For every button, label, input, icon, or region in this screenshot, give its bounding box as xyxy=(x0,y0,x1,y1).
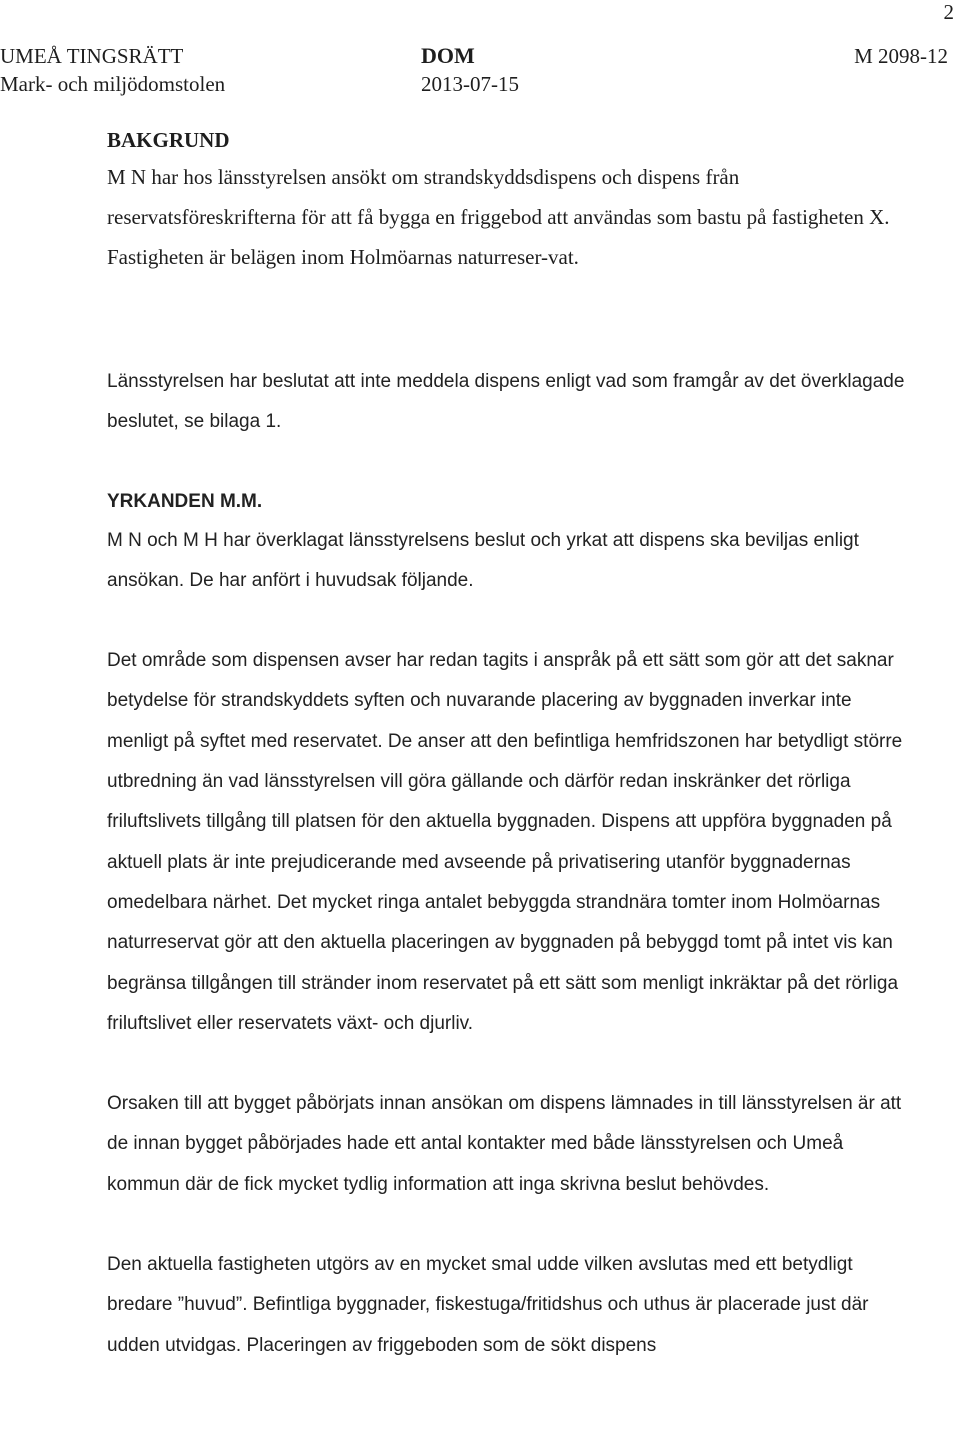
paragraph: Orsaken till att bygget påbörjats innan ansökan om dispens lämnades in till länsstyrelsen är att de innan bygget påbörjades hade ett antal kontakter med både länsstyrelsen och Umeå kommun där de fick mycket tydlig information att inga skrivna beslut behövdes. xyxy=(107,1093,902,1195)
page-number: 2 xyxy=(943,0,954,24)
section-bakgrund xyxy=(107,123,897,277)
paragraph: Det område som dispensen avser har redan tagits i anspråk på ett sätt som gör att det saknar betydelse för strandskyddets syften och nuvarande placering av byggnaden inverkar inte menligt på syftet med reservatet. De anser att den befintliga hemfridszonen har betydligt större utbredning än vad länsstyrelsen vill göra gällande och därför redan inskränker det rörliga friluftslivets tillgång till platsen för den aktuella byggnaden. Dispens att uppföra byggnaden på aktuell plats är inte prejudicerande med avseende på privatisering utanför byggnadernas omedelbara närhet. Det mycket ringa antalet bebyggda strandnära tomter inom Holmöarnas naturreservat gör att den aktuella placeringen av byggnaden på bebyggd tomt på intet vis kan begränsa tillgången till stränder inom reservatet på ett sätt som menligt inkräktar på det rörliga friluftslivet eller reservatets växt- och djurliv. xyxy=(107,650,903,1034)
section-yrkanden xyxy=(107,362,907,1366)
section-heading-yrkanden: YRKANDEN M.M. xyxy=(107,490,263,512)
document-type: DOM xyxy=(421,43,475,68)
section-heading-bakgrund: BAKGRUND xyxy=(107,128,230,152)
court-block xyxy=(0,42,225,98)
document-type-block xyxy=(421,42,519,98)
paragraph: M N har hos länsstyrelsen ansökt om strandskyddsdispens och dispens från reservatsföreskrifterna för att få bygga en friggebod att användas som bastu på fastigheten X. Fastigheten är belägen inom Holmöarnas naturreser-vat. xyxy=(107,165,890,269)
court-department: Mark- och miljödomstolen xyxy=(0,72,226,96)
paragraph: Länsstyrelsen har beslutat att inte meddela dispens enligt vad som framgår av det överklagade beslutet, se bilaga 1. xyxy=(107,371,905,433)
document-header xyxy=(0,42,960,102)
document-date: 2013-07-15 xyxy=(421,72,519,96)
paragraph: M N och M H har överklagat länsstyrelsens beslut och yrkat att dispens ska beviljas enligt ansökan. De har anfört i huvudsak följande. xyxy=(107,529,859,591)
court-name: UMEÅ TINGSRÄTT xyxy=(0,44,184,68)
paragraph: Den aktuella fastigheten utgörs av en mycket smal udde vilken avslutas med ett betydligt bredare ”huvud”. Befintliga byggnader, fiskestuga/fritidshus och uthus är placerade just där udden utvidgas. Placeringen av friggeboden som de sökt dispens xyxy=(107,1254,869,1356)
case-number: M 2098-12 xyxy=(854,44,948,68)
